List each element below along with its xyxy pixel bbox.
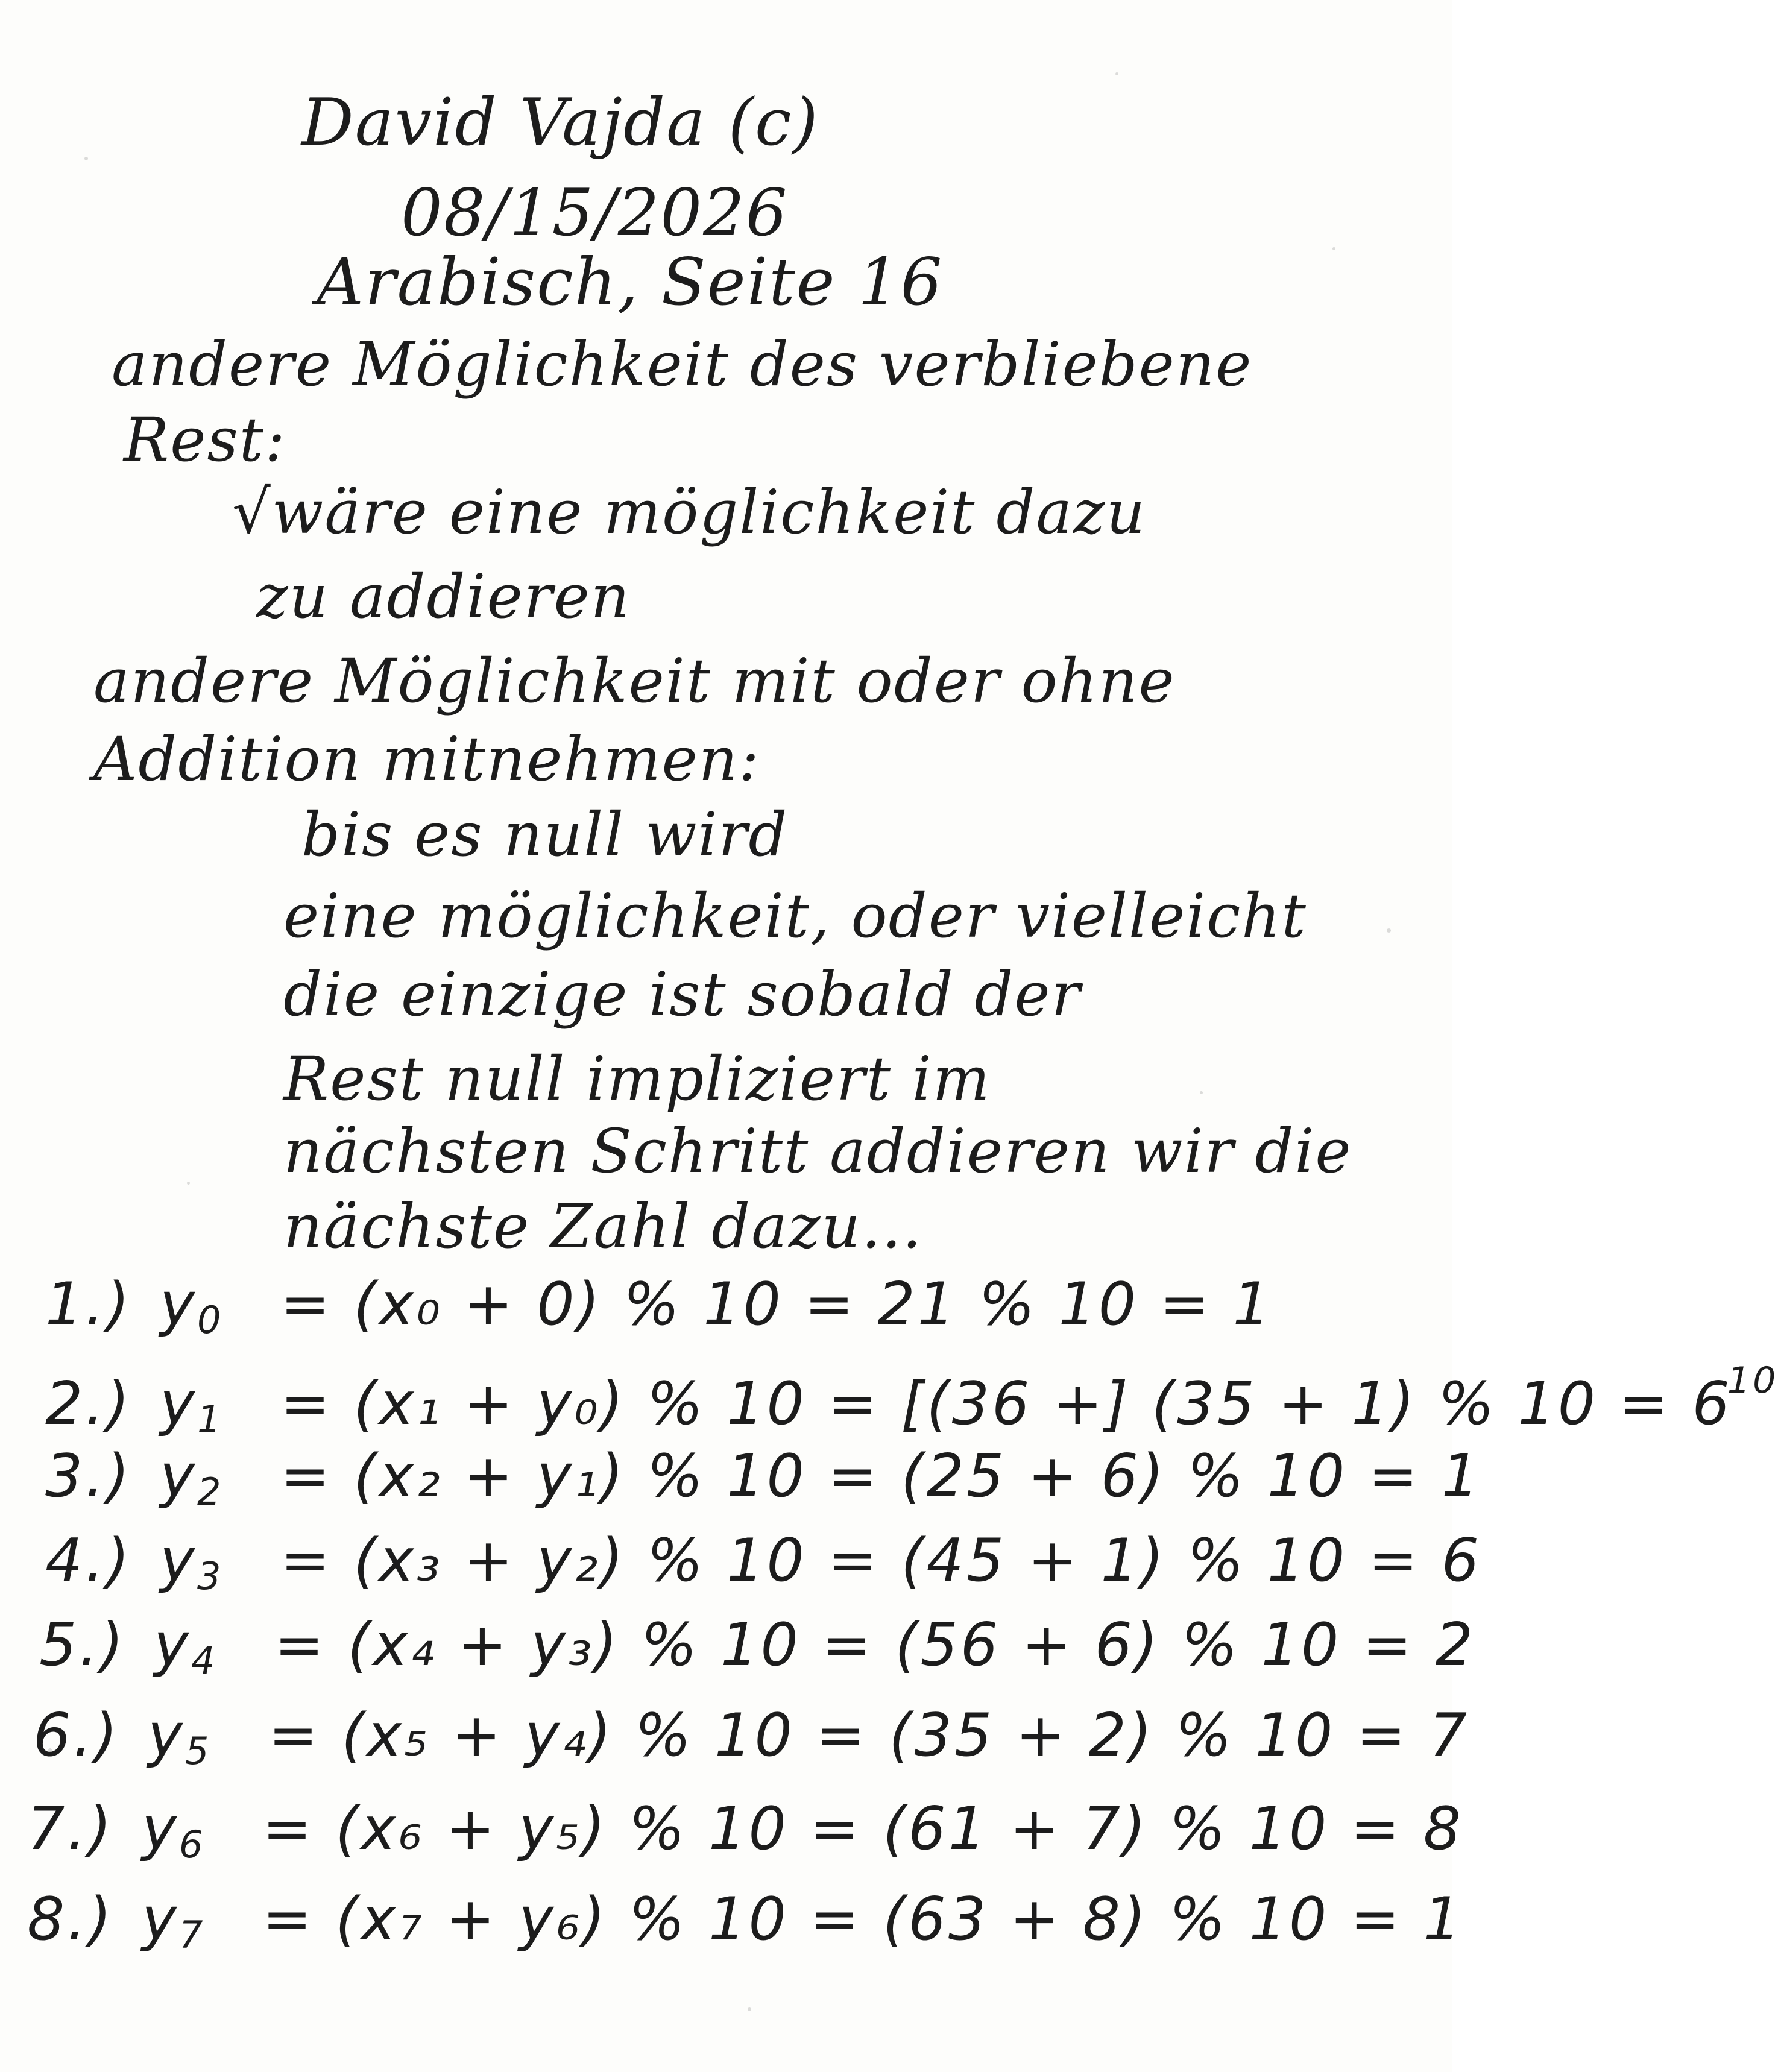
equation-number: 7.)	[27, 1795, 114, 1863]
text-line: andere Möglichkeit mit oder ohne	[93, 646, 1176, 716]
equation-row	[45, 1270, 1273, 1342]
equation-lhs: $y_6$	[142, 1795, 203, 1866]
equation-lhs: $y_1$	[160, 1370, 221, 1441]
text-line: nächsten Schritt addieren wir die	[283, 1116, 1352, 1186]
equation-row	[27, 1795, 1464, 1866]
equation-annotation: 10	[1727, 1359, 1778, 1402]
author-line: David Vajda (c)	[301, 85, 819, 160]
equation-number: 5.)	[39, 1611, 126, 1680]
text-line: Rest:	[124, 405, 286, 475]
equation-number: 8.)	[27, 1885, 114, 1954]
reference-line: Arabisch, Seite 16	[317, 245, 944, 320]
equation-row	[27, 1885, 1464, 1957]
equation-row	[33, 1701, 1470, 1773]
equation-number: 1.)	[45, 1270, 132, 1339]
date-line: 08/15/2026	[401, 175, 789, 251]
equation-lhs: $y_0$	[160, 1270, 221, 1342]
equation-lhs: $y_2$	[160, 1442, 221, 1514]
equation-rhs: = (x₁ + y₀) % 10 = [(36 +] (35 + 1) % 10 = 6	[280, 1370, 1732, 1438]
text-line: Addition mitnehmen:	[93, 724, 760, 795]
equation-number: 3.)	[45, 1442, 132, 1511]
equation-number: 6.)	[33, 1701, 120, 1770]
text-line: zu addieren	[256, 561, 631, 632]
text-line: nächste Zahl dazu...	[283, 1191, 923, 1262]
equation-row	[39, 1611, 1476, 1683]
equation-lhs: $y_3$	[160, 1526, 221, 1598]
equation-number: 4.)	[45, 1526, 132, 1595]
text-line: Rest null impliziert im	[283, 1044, 991, 1114]
equation-rhs: = (x₄ + y₃) % 10 = (56 + 6) % 10 = 2	[274, 1611, 1476, 1680]
equation-lhs: $y_5$	[148, 1701, 209, 1773]
equation-rhs: = (x₂ + y₁) % 10 = (25 + 6) % 10 = 1	[280, 1442, 1482, 1511]
equation-row	[45, 1526, 1482, 1598]
equation-rhs: = (x₇ + y₆) % 10 = (63 + 8) % 10 = 1	[262, 1885, 1464, 1954]
equation-row	[45, 1359, 1778, 1441]
text-line: andere Möglichkeit des verbliebene	[112, 329, 1253, 400]
equation-rhs: = (x₅ + y₄) % 10 = (35 + 2) % 10 = 7	[268, 1701, 1470, 1770]
text-line: √wäre eine möglichkeit dazu	[232, 477, 1147, 547]
text-line: bis es null wird	[301, 799, 789, 870]
equation-rhs: = (x₀ + 0) % 10 = 21 % 10 = 1	[280, 1270, 1273, 1339]
equation-lhs: $y_4$	[154, 1611, 215, 1683]
text-line: eine möglichkeit, oder vielleicht	[283, 881, 1307, 951]
equation-number: 2.)	[45, 1370, 132, 1438]
scan-speckle	[1387, 928, 1391, 933]
scan-speckle	[748, 2007, 751, 2011]
scan-speckle	[84, 157, 88, 160]
scan-speckle	[187, 1182, 190, 1185]
equation-row	[45, 1442, 1482, 1514]
equation-lhs: $y_7$	[142, 1885, 203, 1957]
equation-rhs: = (x₃ + y₂) % 10 = (45 + 1) % 10 = 6	[280, 1526, 1482, 1595]
scan-speckle	[1332, 247, 1335, 250]
text-line: die einzige ist sobald der	[283, 959, 1082, 1030]
scan-speckle	[1115, 72, 1118, 75]
equation-rhs: = (x₆ + y₅) % 10 = (61 + 7) % 10 = 8	[262, 1795, 1464, 1863]
scan-speckle	[1200, 1091, 1203, 1094]
